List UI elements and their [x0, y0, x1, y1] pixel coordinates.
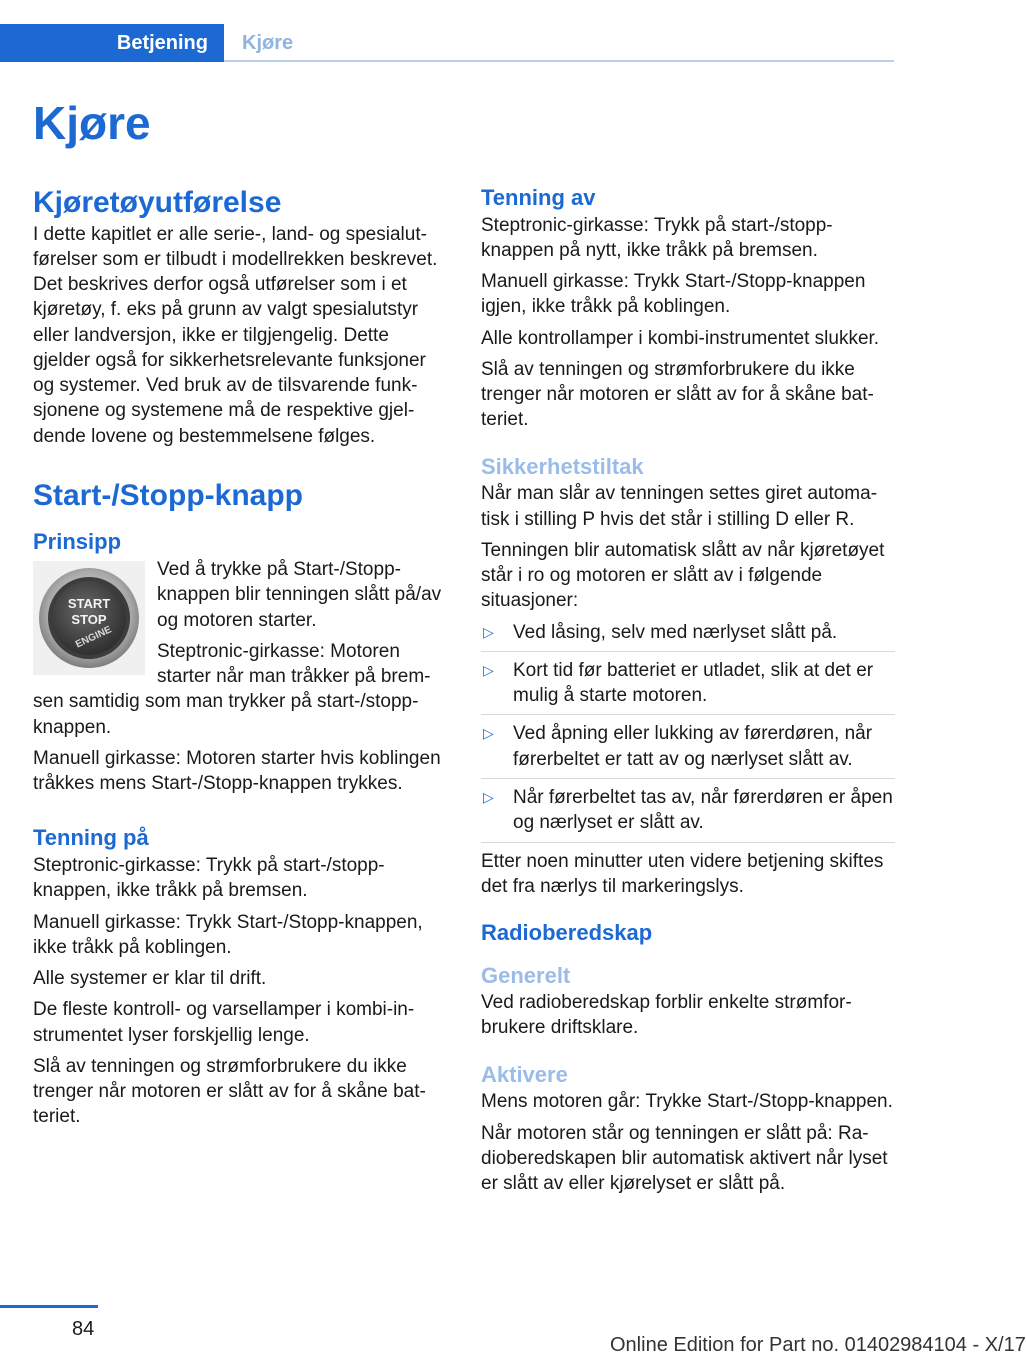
- ignition-on-text-2: Manuell girkasse: Trykk Start-/Stopp-knappen, ikke tråkk på koblingen.: [33, 911, 423, 958]
- ignition-off-text-1: Steptronic-girkasse: Trykk på start-/stopp-knappen på nytt, ikke tråkk på bremsen.: [481, 214, 833, 261]
- start-stop-button-image: [33, 561, 145, 675]
- principle-text-1: Ved å trykke på Start-/Stopp-knappen blir tenningen slått på/av og motoren starter.: [157, 558, 442, 631]
- svg-text:STOP: STOP: [71, 611, 107, 627]
- radio-general-text: Ved radioberedskap forblir enkelte strømforbrukere driftsklare.: [481, 992, 852, 1039]
- ignition-on-text-3: Alle systemer er klar til drift.: [33, 968, 267, 990]
- subsection-title-radio-ready: Radioberedskap: [481, 920, 653, 946]
- triangle-bullet-icon: ▷: [483, 725, 494, 742]
- list-item: ▷ Kort tid før batteriet er utladet, slik at det er mulig å starte motoren.: [481, 658, 895, 716]
- safety-text-3: Etter noen minutter uten videre betjening skiftes det fra nærlys til markeringslys.: [481, 850, 884, 897]
- subsection-title-safety: Sikkerhetstiltak: [481, 453, 644, 479]
- triangle-bullet-icon: ▷: [483, 661, 494, 678]
- ignition-on-text-5: Slå av tenningen og strømforbrukere du ikke trenger når motoren er slått av for å skåne batteriet.: [33, 1055, 426, 1128]
- tab-betjening[interactable]: Betjening: [0, 24, 224, 62]
- svg-text:START: START: [67, 595, 111, 611]
- triangle-bullet-icon: ▷: [483, 623, 494, 640]
- start-stop-button-icon: [37, 566, 141, 670]
- ignition-on-text-1: Steptronic-girkasse: Trykk på start-/stopp-knappen, ikke tråkk på bremsen.: [33, 854, 385, 902]
- right-column: [481, 184, 895, 1202]
- svg-text:ENGINE: ENGINE: [73, 624, 114, 651]
- ignition-off-text-4: Slå av tenningen og strømforbrukere du ikke trenger når motoren er slått av for å skåne batteriet.: [481, 358, 874, 431]
- principle-text-3: Manuell girkasse: Motoren starter hvis koblingen tråkkes mens Start-/Stopp-knappen trykkes.: [33, 747, 441, 795]
- safety-text-2: Tenningen blir automatisk slått av når kjøretøyet står i ro og motoren er slått av i følgende situasjoner:: [481, 539, 885, 612]
- safety-text-1: Når man slår av tenningen settes giret automatisk i stilling P hvis det står i stilling D eller R.: [481, 483, 878, 530]
- tab-kjore[interactable]: Kjøre: [242, 31, 294, 54]
- vehicle-version-text: I dette kapitlet er alle serie-, land- og spesialutførelser som er tilbudt i modellrekken beskrevet. Det beskrives derfor også utførelser som i et kjøretøy, f. eks på grunn av valgt spesialutstyr eller landversjon, ikke er tilgjengelig. Dette gjelder også for sikkerhetsrelevante funksjoner og systemer. Ved bruk av de tilsvarende funksjonene og systemene må de respektive gjeldende lovene og bestemmelsene følges.: [33, 223, 438, 447]
- left-column: [33, 184, 447, 1136]
- triangle-bullet-icon: ▷: [483, 788, 494, 805]
- radio-activate-text-1: Mens motoren går: Trykke Start-/Stopp-knappen.: [481, 1091, 893, 1113]
- page-title: Kjøre: [33, 97, 151, 149]
- safety-list: [481, 620, 895, 843]
- list-item: ▷ Ved låsing, selv med nærlyset slått på.: [481, 620, 895, 652]
- ignition-on-text-4: De fleste kontroll- og varsellamper i kombi-instrumentet lyser forskjellig lenge.: [33, 999, 415, 1046]
- list-item: ▷ Når førerbeltet tas av, når førerdøren er åpen og nærlyset er slått av.: [481, 785, 895, 843]
- ignition-off-text-3: Alle kontrollamper i kombi-instrumentet slukker.: [481, 327, 880, 349]
- edition-note: Online Edition for Part no. 01402984104 - X/17: [610, 1334, 1026, 1356]
- principle-text-2: Steptronic-girkasse: Motoren starter når man tråkker på bremsen samtidig som man trykker på start-/stopp-knappen.: [33, 640, 431, 738]
- header-divider: [224, 60, 894, 62]
- section-title-vehicle-version: Kjøretøyutførelse: [33, 186, 282, 219]
- subsection-title-principle: Prinsipp: [33, 529, 122, 555]
- section-title-start-stop: Start-/Stopp-knapp: [33, 478, 303, 512]
- subsection-title-ignition-on: Tenning på: [33, 825, 149, 851]
- ignition-off-text-2: Manuell girkasse: Trykk Start-/Stopp-knappen igjen, ikke tråkk på koblingen.: [481, 271, 866, 318]
- subsection-title-general: Generelt: [481, 962, 571, 988]
- footer-line: [0, 1305, 98, 1308]
- page-number: 84: [72, 1318, 95, 1340]
- radio-activate-text-2: Når motoren står og tenningen er slått på: Radioberedskapen blir automatisk aktivert når lyset er slått av eller kjørelyset er slått på.: [481, 1122, 888, 1195]
- subsection-title-activate: Aktivere: [481, 1061, 568, 1087]
- subsection-title-ignition-off: Tenning av: [481, 185, 596, 210]
- header-tabs: [0, 24, 293, 62]
- list-item: ▷ Ved åpning eller lukking av førerdøren, når førerbeltet er tatt av og nærlyset slått av.: [481, 721, 895, 779]
